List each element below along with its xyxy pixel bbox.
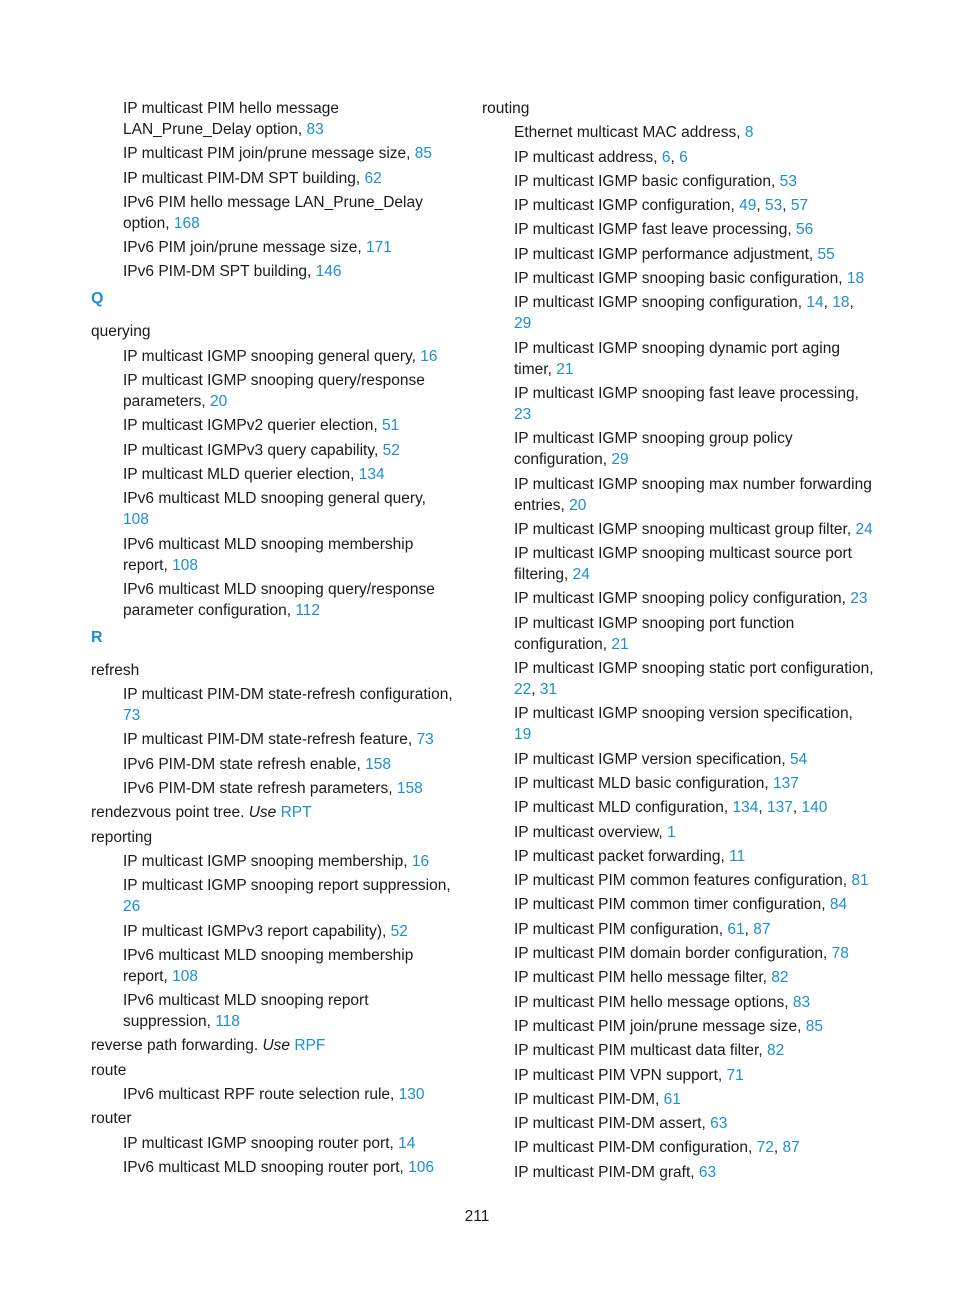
page-link[interactable]: 52	[390, 922, 408, 940]
page-link[interactable]: 57	[790, 197, 809, 215]
index-entry-text: IP multicast IGMP snooping max number forwarding entries,	[514, 475, 872, 514]
index-entry-text: IP multicast PIM hello message options,	[514, 993, 793, 1011]
index-subterm	[482, 822, 874, 843]
index-entry-text: IPv6 multicast MLD snooping query/response parameter configuration,	[123, 580, 435, 619]
index-subterm	[91, 875, 456, 917]
index-entry-text: IP multicast IGMP snooping static port configuration,	[514, 660, 874, 678]
index-entry-text: IPv6 PIM-DM SPT building,	[123, 263, 316, 281]
index-subterm	[91, 945, 456, 987]
page-link[interactable]: 85	[414, 145, 433, 163]
page-link[interactable]: 24	[572, 566, 590, 584]
see-also-label: Use	[248, 804, 277, 822]
page-link[interactable]: 87	[782, 1139, 800, 1157]
page-link[interactable]: 14	[806, 294, 824, 312]
index-subterm	[91, 261, 456, 282]
page-link[interactable]: 23	[514, 405, 532, 423]
index-subterm: IP multicast PIM-DM configuration, 72, 87	[514, 1139, 800, 1157]
page-link[interactable]: 24	[855, 520, 873, 538]
page-link[interactable]: 6	[679, 148, 688, 166]
index-entry-text: IPv6 multicast MLD snooping router port,	[123, 1158, 409, 1176]
index-subterm: IP multicast IGMP configuration, 49, 53, 57	[514, 197, 809, 215]
index-entry-text: IP multicast IGMP snooping router port,	[123, 1134, 399, 1152]
index-subterm	[91, 778, 456, 799]
index-subterm	[91, 415, 456, 436]
index-entry-text: IP multicast IGMP snooping port function configuration,	[514, 614, 795, 653]
index-term	[91, 827, 456, 848]
index-subterm	[482, 703, 874, 745]
page-link[interactable]: 51	[382, 417, 400, 435]
index-subterm	[482, 588, 874, 609]
page-link[interactable]: 23	[850, 590, 868, 608]
page-link[interactable]: 87	[753, 920, 771, 938]
index-column-right	[482, 98, 874, 1186]
index-entry-text: IP multicast PIM-DM assert,	[514, 1115, 711, 1133]
index-entry-text: IP multicast IGMP performance adjustment,	[514, 245, 818, 263]
index-entry-text: IPv6 multicast MLD snooping membership report,	[123, 535, 414, 574]
index-entry-text: querying	[91, 323, 151, 341]
page-link[interactable]: 63	[710, 1115, 728, 1133]
index-subterm	[91, 370, 456, 412]
index-subterm	[91, 990, 456, 1032]
index-subterm	[91, 464, 456, 485]
index-entry-text: IP multicast address,	[514, 148, 662, 166]
page-link[interactable]: 8	[744, 124, 754, 142]
page-link[interactable]: 63	[698, 1163, 717, 1181]
page-link[interactable]: 140	[801, 799, 828, 817]
index-term	[91, 1035, 456, 1056]
index-entry-text: IP multicast PIM join/prune message size,	[123, 145, 415, 163]
index-subterm	[91, 488, 456, 530]
index-entry-text: rendezvous point tree.	[91, 804, 249, 822]
index-subterm	[482, 543, 874, 585]
index-subterm	[91, 168, 456, 189]
page-link[interactable]: 73	[123, 707, 141, 725]
page-link[interactable]: 73	[416, 731, 434, 749]
index-subterm	[482, 519, 874, 540]
index-subterm	[91, 579, 456, 621]
index-entry-text: Ethernet multicast MAC address,	[514, 124, 745, 142]
page-link[interactable]: 20	[210, 393, 228, 411]
page-link[interactable]: 108	[172, 556, 198, 574]
index-subterm: IP multicast IGMP snooping configuration, 14, 18, 29	[514, 294, 854, 333]
index-subterm	[91, 192, 456, 234]
index-entry-text: IP multicast IGMP snooping multicast source port filtering,	[514, 545, 852, 584]
index-subterm	[482, 967, 874, 988]
index-subterm	[482, 219, 874, 240]
index-subterm	[91, 237, 456, 258]
index-entry-text: IP multicast overview,	[514, 823, 668, 841]
index-subterm	[91, 534, 456, 576]
index-entry-text: IP multicast PIM-DM configuration,	[514, 1139, 757, 1157]
page-link[interactable]: 21	[556, 360, 574, 378]
page-link[interactable]: 54	[789, 750, 808, 768]
index-entry-text: IPv6 multicast MLD snooping general query,	[123, 490, 426, 508]
page-link[interactable]: 137	[767, 799, 793, 817]
page-link[interactable]: 112	[295, 601, 321, 619]
index-subterm	[482, 122, 874, 143]
index-entry-text: IP multicast IGMP fast leave processing,	[514, 221, 796, 239]
index-entry-text: IP multicast IGMP snooping configuration,	[514, 294, 807, 312]
page-link[interactable]: 29	[611, 451, 629, 469]
index-subterm	[482, 943, 874, 964]
cross-reference-link[interactable]: RPF	[294, 1037, 326, 1055]
index-subterm: IP multicast PIM configuration, 61, 87	[514, 920, 771, 938]
page-link[interactable]: 134	[358, 465, 385, 483]
index-subterm	[91, 754, 456, 775]
index-subterm	[91, 143, 456, 164]
index-entry-text: IPv6 PIM-DM state refresh enable,	[123, 755, 366, 773]
page-link[interactable]: 158	[396, 780, 423, 798]
page-link[interactable]: 1	[667, 823, 676, 841]
index-entry-text: IP multicast IGMP snooping dynamic port aging timer,	[514, 339, 840, 378]
index-entry-text: IP multicast PIM VPN support,	[514, 1066, 727, 1084]
page-link[interactable]: 81	[851, 872, 869, 890]
page-link[interactable]: 72	[756, 1139, 774, 1157]
index-entry-text: IP multicast IGMP snooping query/response parameters,	[123, 372, 425, 411]
page-link[interactable]: 18	[832, 294, 850, 312]
page-link[interactable]: 53	[779, 172, 797, 190]
page-link[interactable]: 16	[411, 852, 430, 870]
index-subterm	[482, 383, 874, 425]
index-entry-text: IP multicast IGMP snooping policy configuration,	[514, 590, 851, 608]
index-entry-text: IP multicast IGMP snooping basic configuration,	[514, 270, 847, 288]
index-entry-text: IP multicast PIM-DM graft,	[514, 1163, 699, 1181]
page-link[interactable]: 18	[846, 270, 865, 288]
index-subterm: IP multicast IGMP snooping static port configuration, 22, 31	[514, 660, 874, 699]
index-subterm	[482, 992, 874, 1013]
page-number: 211	[464, 1208, 490, 1225]
index-term	[91, 321, 456, 342]
index-subterm	[91, 1084, 456, 1105]
index-subterm	[482, 870, 874, 891]
index-subterm: IP multicast MLD configuration, 134, 137, 140	[514, 799, 828, 817]
index-subterm	[482, 1040, 874, 1061]
see-also-label: Use	[262, 1037, 291, 1055]
index-entry-text: IP multicast IGMP snooping multicast group filter,	[514, 520, 856, 538]
index-entry-text: IP multicast IGMP snooping membership,	[123, 852, 412, 870]
index-subterm	[482, 1162, 874, 1183]
index-entry-text: IP multicast PIM join/prune message size,	[514, 1017, 806, 1035]
page-link[interactable]: 16	[420, 347, 438, 365]
index-entry-text: IP multicast PIM domain border configuration,	[514, 945, 832, 963]
page-link[interactable]: 21	[611, 635, 629, 653]
index-subterm	[482, 1016, 874, 1037]
page-link[interactable]: 171	[365, 239, 392, 257]
page-link[interactable]: 53	[765, 197, 783, 215]
index-entry-text: IP multicast PIM-DM SPT building,	[123, 169, 365, 187]
index-entry-text: refresh	[91, 661, 140, 679]
page-link[interactable]: 85	[805, 1017, 824, 1035]
index-entry-text: router	[91, 1110, 132, 1128]
index-subterm	[91, 684, 456, 726]
index-entry-text: IP multicast PIM common features configuration,	[514, 872, 852, 890]
index-subterm	[482, 1065, 874, 1086]
page-link[interactable]: 26	[123, 898, 141, 916]
index-subterm	[482, 428, 874, 470]
index-entry-text: IP multicast PIM-DM state-refresh feature,	[123, 731, 417, 749]
index-entry-text: IP multicast IGMP snooping general query,	[123, 347, 421, 365]
index-entry-text: IPv6 PIM hello message LAN_Prune_Delay option,	[123, 193, 423, 232]
page-link[interactable]: 146	[315, 263, 342, 281]
index-term	[91, 1060, 456, 1081]
index-subterm	[482, 474, 874, 516]
index-subterm	[91, 1157, 456, 1178]
index-entry-text: IP multicast IGMP snooping report suppression,	[123, 877, 451, 895]
page-link[interactable]: 62	[364, 169, 382, 187]
index-entry-text: IP multicast MLD basic configuration,	[514, 774, 774, 792]
page-link[interactable]: 29	[514, 315, 532, 333]
index-entry-text: IP multicast PIM hello message LAN_Prune_Delay option,	[123, 100, 339, 138]
page-link[interactable]: 61	[663, 1090, 681, 1108]
page-link[interactable]: 78	[831, 945, 849, 963]
index-entry-text: IP multicast PIM configuration,	[514, 920, 728, 938]
index-entry-text: reverse path forwarding.	[91, 1037, 263, 1055]
index-subterm	[482, 1113, 874, 1134]
page-link[interactable]: 31	[539, 681, 558, 699]
page-link[interactable]: 137	[773, 774, 799, 792]
index-entry-text: IP multicast IGMP basic configuration,	[514, 172, 780, 190]
index-subterm	[91, 729, 456, 750]
index-entry-text: route	[91, 1061, 127, 1079]
index-term	[91, 1108, 456, 1129]
index-subterm: IP multicast address, 6, 6	[514, 148, 688, 166]
page-link[interactable]: 82	[766, 1042, 785, 1060]
page-link[interactable]: 134	[732, 799, 759, 817]
index-section-letter: R	[91, 628, 103, 646]
page-link[interactable]: 71	[726, 1066, 744, 1084]
index-entry-text: IPv6 multicast RPF route selection rule,	[123, 1086, 399, 1104]
page-link[interactable]: 158	[365, 755, 391, 773]
index-entry-text: IP multicast IGMP version specification,	[514, 750, 790, 768]
index-entry-text: IP multicast PIM multicast data filter,	[514, 1042, 767, 1060]
index-entry-text: IP multicast IGMP snooping fast leave processing,	[514, 384, 859, 402]
page-link[interactable]: 83	[792, 993, 811, 1011]
page-link[interactable]: 19	[514, 726, 532, 744]
index-entry-text: IP multicast PIM-DM state-refresh configuration,	[123, 686, 453, 704]
index-subterm	[482, 613, 874, 655]
index-entry-text: IPv6 PIM-DM state refresh parameters,	[123, 780, 397, 798]
index-entry-text: IP multicast IGMPv3 query capability,	[123, 441, 383, 459]
index-entry-text: IPv6 PIM join/prune message size,	[123, 239, 366, 257]
index-entry-text: IP multicast MLD querier election,	[123, 465, 359, 483]
index-subterm	[91, 346, 456, 367]
index-entry-text: IP multicast IGMP snooping group policy configuration,	[514, 430, 793, 469]
index-subterm	[482, 1089, 874, 1110]
index-term	[91, 802, 456, 823]
index-subterm	[482, 773, 874, 794]
index-entry-text: IP multicast PIM hello message filter,	[514, 969, 772, 987]
index-subterm	[482, 171, 874, 192]
page-link[interactable]: 52	[382, 441, 400, 459]
page-link[interactable]: 11	[729, 847, 746, 865]
index-subterm	[91, 440, 456, 461]
index-entry-text: IPv6 multicast MLD snooping membership report,	[123, 946, 414, 985]
page-link[interactable]: 20	[569, 496, 587, 514]
index-subterm	[482, 846, 874, 867]
index-subterm	[91, 851, 456, 872]
index-entry-text: IP multicast PIM common timer configuration,	[514, 896, 830, 914]
index-entry-text: IP multicast packet forwarding,	[514, 847, 730, 865]
page-link[interactable]: 22	[514, 681, 532, 699]
index-subterm	[482, 338, 874, 380]
page-link[interactable]: 55	[817, 245, 835, 263]
index-subterm	[482, 749, 874, 770]
page-link[interactable]: 130	[398, 1086, 425, 1104]
page-link[interactable]: 108	[172, 967, 198, 985]
page-link[interactable]: 49	[739, 197, 757, 215]
index-subterm	[91, 921, 456, 942]
index-subterm	[482, 244, 874, 265]
page-link[interactable]: 108	[123, 511, 149, 529]
page-link[interactable]: 118	[215, 1013, 240, 1031]
index-entry-text: reporting	[91, 828, 153, 846]
page-link[interactable]: 168	[173, 214, 200, 232]
page-link[interactable]: 82	[771, 969, 789, 987]
index-column-left	[91, 98, 456, 1181]
index-entry-text: IP multicast IGMP configuration,	[514, 197, 740, 215]
page-link[interactable]: 6	[661, 148, 671, 166]
index-entry-text: IP multicast IGMPv3 report capability),	[123, 922, 391, 940]
page-link[interactable]: 61	[727, 920, 745, 938]
index-subterm	[91, 1133, 456, 1154]
index-section-letter: Q	[91, 290, 104, 308]
index-term	[91, 660, 456, 681]
index-term	[482, 98, 874, 119]
index-entry-text: IP multicast PIM-DM,	[514, 1090, 664, 1108]
index-subterm	[482, 894, 874, 915]
page-link[interactable]: 56	[796, 221, 814, 239]
page-link[interactable]: 84	[829, 896, 848, 914]
page-link[interactable]: 14	[398, 1134, 416, 1152]
index-subterm	[91, 98, 456, 140]
index-entry-text: IP multicast IGMP snooping version specification,	[514, 705, 853, 723]
index-entry-text: IP multicast MLD configuration,	[514, 799, 733, 817]
index-entry-text: IP multicast IGMPv2 querier election,	[123, 417, 383, 435]
index-entry-text: IPv6 multicast MLD snooping report suppression,	[123, 992, 369, 1031]
index-entry-text: routing	[482, 100, 530, 117]
index-subterm	[482, 268, 874, 289]
page-link[interactable]: 83	[306, 121, 324, 138]
cross-reference-link[interactable]: RPT	[280, 804, 312, 822]
page-link[interactable]: 106	[408, 1158, 435, 1176]
